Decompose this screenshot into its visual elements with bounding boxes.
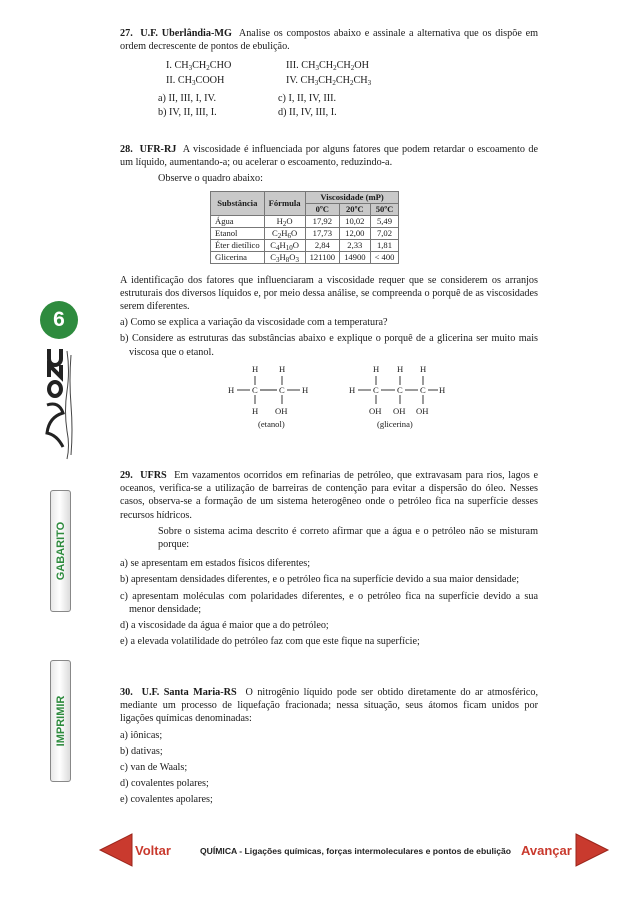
glycerin-label: (glicerina) bbox=[377, 418, 413, 429]
alternatives bbox=[158, 92, 538, 119]
question-text: A viscosidade é influenciada por alguns fatores que podem retardar o escoamento de um líquido, aumentando-a; ou acelerar o escoamento, reduzindo-a. bbox=[120, 144, 539, 169]
alternative-item: c) I, II, IV, III. bbox=[278, 92, 337, 104]
atom-h: H bbox=[252, 363, 259, 374]
atom-oh: OH bbox=[393, 405, 406, 416]
question-text: Em vazamentos ocorridos em refinarias de petróleo, que extravasam para rios, lagos e oceanos, verifica-se a utilização de barreiras de contenção para evitar a dispersão do óleo. Nesses casos, observa-se a formação de um sistema heterogêneo onde o petróleo fica na superfície desses recursos hídricos. bbox=[120, 470, 539, 521]
option-item: b) apresentam densidades diferentes, e o petróleo fica na superfície devido a sua maior densidade; bbox=[120, 574, 520, 586]
option-item: e) a elevada volatilidade do petróleo faz com que este fique na superfície; bbox=[120, 636, 420, 648]
item-a: a) Como se explica a variação da viscosidade com a temperatura? bbox=[120, 317, 388, 329]
gabarito-label: GABARITO bbox=[54, 521, 67, 581]
question-30 bbox=[120, 686, 538, 810]
structures-diagram bbox=[120, 363, 538, 433]
atom-h: H bbox=[397, 363, 404, 374]
atom-h: H bbox=[228, 384, 235, 395]
question-text-2: A identificação dos fatores que influenciaram a viscosidade requer que se considerem os arranjos estruturais dos diversos líquidos e, por meio dessa análise, se compreenda o porquê de as viscosidades serem diferentes. bbox=[120, 274, 538, 313]
question-source: UFR-RJ bbox=[139, 144, 177, 155]
footer-title: QUÍMICA - Ligações químicas, forças intermoleculares e pontos de ebulição bbox=[200, 846, 512, 856]
table-row: Etanol $C_2H_6O$ 17,73 12,00 7,02 bbox=[211, 227, 399, 239]
header-substance: Substância bbox=[211, 191, 265, 215]
compound-list bbox=[166, 59, 538, 86]
bond-lines bbox=[120, 363, 538, 433]
question-28 bbox=[120, 143, 538, 439]
alternative-item: b) IV, II, III, I. bbox=[158, 107, 217, 119]
avancar-button[interactable]: Avançar bbox=[521, 843, 572, 858]
question-source: U.F. Uberlândia-MG bbox=[140, 28, 232, 39]
table-row: Água $H_2O$ 17,92 10,02 5,49 bbox=[211, 215, 399, 227]
question-number: 30. bbox=[120, 687, 133, 698]
atom-c: C bbox=[252, 384, 258, 395]
atom-oh: OH bbox=[275, 405, 288, 416]
question-source: UFRS bbox=[140, 470, 167, 481]
option-item: c) apresentam moléculas com polaridades diferentes, e o petróleo fica na superfície devido a sua menor densidade; bbox=[120, 590, 538, 615]
atom-oh: OH bbox=[369, 405, 382, 416]
atom-h: H bbox=[420, 363, 427, 374]
question-source: U.F. Santa Maria-RS bbox=[141, 687, 237, 698]
compound-item: I. $CH_3CH_2CHO$ bbox=[166, 60, 232, 73]
question-number: 29. bbox=[120, 470, 133, 481]
chapter-number-badge: 6 bbox=[40, 301, 78, 339]
atom-c: C bbox=[420, 384, 426, 395]
atom-h: H bbox=[349, 384, 356, 395]
table-row: Glicerina $C_3H_8O_3$ 121100 14900 < 400 bbox=[211, 251, 399, 263]
voltar-button[interactable]: Voltar bbox=[135, 843, 171, 858]
question-text: Analise os compostos abaixo e assinale a alternativa que os dispõe em ordem decrescente de pontos de ebulição. bbox=[120, 28, 539, 53]
option-item: d) covalentes polares; bbox=[120, 778, 209, 790]
question-29 bbox=[120, 469, 538, 651]
question-27 bbox=[120, 27, 538, 119]
option-item: e) covalentes apolares; bbox=[120, 794, 213, 806]
question-text-2: Sobre o sistema acima descrito é correto afirmar que a água e o petróleo não se misturam porque: bbox=[158, 525, 538, 551]
atom-h: H bbox=[302, 384, 309, 395]
atom-c: C bbox=[373, 384, 379, 395]
compound-item: II. $CH_3COOH$ bbox=[166, 74, 225, 87]
atom-h: H bbox=[252, 405, 259, 416]
uno-logo-icon bbox=[43, 345, 75, 463]
header-temp: 20ºC bbox=[340, 203, 370, 215]
option-item: a) iônicas; bbox=[120, 729, 163, 741]
atom-h: H bbox=[439, 384, 446, 395]
option-item: d) a viscosidade da água é maior que a do petróleo; bbox=[120, 620, 329, 632]
viscosity-table bbox=[210, 191, 399, 264]
atom-c: C bbox=[397, 384, 403, 395]
header-temp: 0ºC bbox=[305, 203, 339, 215]
back-arrow-icon[interactable] bbox=[96, 830, 136, 870]
option-item: a) se apresentam em estados físicos diferentes; bbox=[120, 558, 311, 570]
header-formula: Fórmula bbox=[264, 191, 305, 215]
header-temp: 50ºC bbox=[370, 203, 399, 215]
atom-h: H bbox=[279, 363, 286, 374]
alternative-item: a) II, III, I, IV. bbox=[158, 92, 217, 104]
observe-text: Observe o quadro abaixo: bbox=[158, 173, 263, 185]
table-row: Éter dietílico $C_4H_{10}O$ 2,84 2,33 1,81 bbox=[211, 239, 399, 251]
atom-oh: OH bbox=[416, 405, 429, 416]
gabarito-button[interactable] bbox=[50, 490, 71, 612]
question-number: 28. bbox=[120, 144, 133, 155]
option-item: c) van de Waals; bbox=[120, 762, 188, 774]
ethanol-label: (etanol) bbox=[258, 418, 285, 429]
footer-nav bbox=[0, 828, 638, 878]
compound-item: IV. $CH_3CH_2CH_2CH_3$ bbox=[286, 74, 372, 87]
compound-item: III. $CH_3CH_2CH_2OH$ bbox=[286, 60, 369, 73]
imprimir-button[interactable] bbox=[50, 660, 71, 782]
atom-c: C bbox=[279, 384, 285, 395]
item-b: b) Considere as estruturas das substâncias abaixo e explique o porquê de a glicerina ser muito mais viscosa que o etanol. bbox=[120, 333, 538, 358]
header-viscosity: Viscosidade (mP) bbox=[305, 191, 399, 203]
question-text: O nitrogênio líquido pode ser obtido diretamente do ar atmosférico, mediante um processo de liquefação fracionada; nessa situação, seus átomos ficam unidos por ligações químicas denominadas: bbox=[120, 687, 538, 725]
option-item: b) dativas; bbox=[120, 745, 163, 757]
alternative-item: d) II, IV, III, I. bbox=[278, 107, 337, 119]
imprimir-label: IMPRIMIR bbox=[54, 695, 67, 747]
atom-h: H bbox=[373, 363, 380, 374]
question-number: 27. bbox=[120, 28, 133, 39]
forward-arrow-icon[interactable] bbox=[572, 830, 612, 870]
